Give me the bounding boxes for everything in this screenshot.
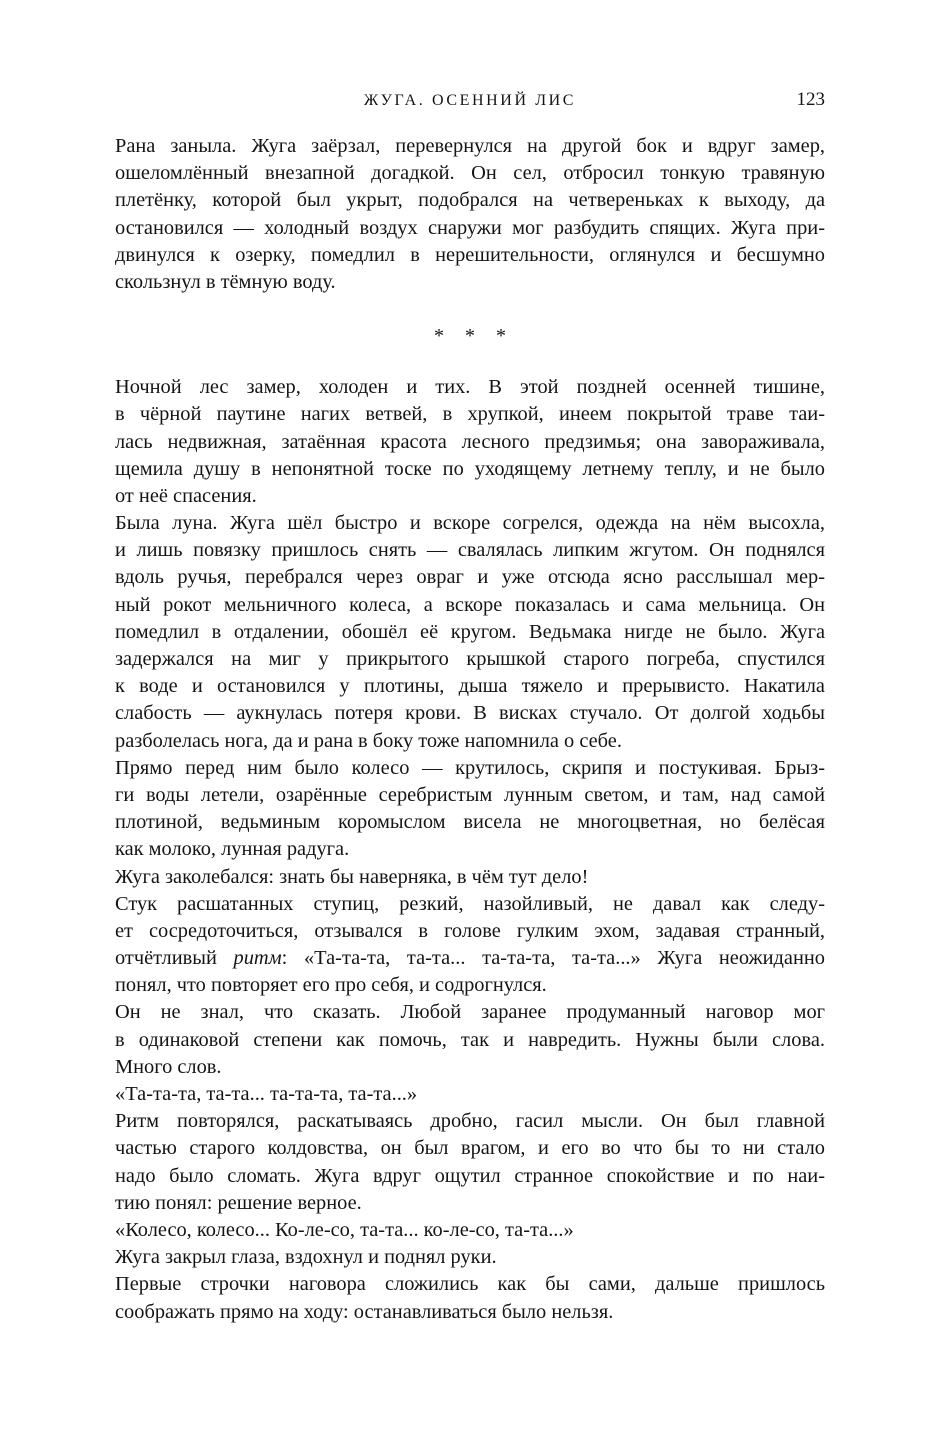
text-line: в чёрной паутине нагих ветвей, в хрупкой, инеем покрытой траве таи-	[115, 403, 825, 426]
text-line: Стук расшатанных ступиц, резкий, назойливый, не давал как следу-	[115, 892, 825, 915]
text-line: остановился — холодный воздух снаружи мог разбудить спящих. Жуга при-	[115, 216, 825, 239]
paragraph	[115, 374, 825, 510]
text-line: Ритм повторялся, раскатываясь дробно, гасил мысли. Он был главной	[115, 1110, 825, 1133]
text-line: тию понял: решение верное.	[115, 1191, 362, 1214]
text-line: плотиной, ведьминым коромыслом висела не многоцветная, но белёсая	[115, 811, 825, 834]
text-line: ет сосредоточиться, отзывался в голове гулким эхом, задавая странный,	[115, 919, 825, 942]
text-line: ги воды летели, озарённые серебристым лунным светом, и там, над самой	[115, 783, 825, 806]
text-line	[115, 945, 825, 972]
text-line: Первые строчки наговора сложились как бы сами, дальше пришлось	[115, 1273, 825, 1296]
text-line: и лишь повязку пришлось снять — свалялась липким жгутом. Он поднялся	[115, 539, 825, 562]
text-line: Прямо перед ним было колесо — крутилось, скрипя и постукивая. Брыз-	[115, 756, 825, 779]
running-title: ЖУГА. ОСЕННИЙ ЛИС	[363, 92, 577, 109]
paragraph	[115, 864, 825, 891]
text-line: Ночной лес замер, холоден и тих. В этой поздней осенней тишине,	[115, 376, 825, 399]
text-line: Он не знал, что сказать. Любой заранее продуманный наговор мог	[115, 1001, 825, 1024]
text-line: Была луна. Жуга шёл быстро и вскоре согрелся, одежда на нём высохла,	[115, 512, 825, 535]
text-line: Жуга закрыл глаза, вздохнул и поднял руки.	[115, 1246, 497, 1269]
body-text	[115, 133, 825, 1326]
paragraph	[115, 133, 825, 296]
text-line: вдоль ручья, перебрался через овраг и уже отсюда ясно расслышал мер-	[115, 566, 825, 589]
text-line: разболелась нога, да и рана в боку тоже напомнила о себе.	[115, 729, 622, 752]
text-line: помедлил в отдалении, обошёл её кругом. Ведьмака нигде не было. Жуга	[115, 620, 825, 643]
paragraph	[115, 510, 825, 755]
text-line: двинулся к озерку, помедлил в нерешительности, оглянулся и бесшумно	[115, 243, 825, 266]
text-line: ный рокот мельничного колеса, а вскоре показалась и сама мельница. Он	[115, 593, 825, 616]
text-line: в одинаковой степени как помочь, так и навредить. Нужны были слова.	[115, 1028, 825, 1051]
paragraph	[115, 755, 825, 864]
text-line: к воде и остановился у плотины, дыша тяжело и прерывисто. Накатила	[115, 675, 825, 698]
paragraph	[115, 1217, 825, 1244]
text-line: щемила душу в непонятной тоске по уходящему летнему теплу, и не было	[115, 457, 825, 480]
text-line: лась недвижная, затаённая красота лесного предзимья; она завораживала,	[115, 430, 825, 453]
paragraph	[115, 1081, 825, 1108]
text-line: Много слов.	[115, 1055, 222, 1078]
running-head	[115, 90, 825, 116]
paragraph	[115, 999, 825, 1081]
page-number: 123	[796, 89, 825, 110]
text-line: от неё спасения.	[115, 484, 257, 507]
paragraph	[115, 1244, 825, 1271]
book-page	[115, 0, 825, 1447]
text-line: Рана заныла. Жуга заёрзал, перевернулся на другой бок и вдруг замер,	[115, 135, 825, 157]
paragraph	[115, 1271, 825, 1325]
text-fragment: : «Та-та-та, та-та... та-та-та, та-та...» Жуга неожиданно	[281, 947, 825, 970]
text-line: слабость — аукнулась потеря крови. В висках стучало. От долгой ходьбы	[115, 702, 825, 725]
text-line: задержался на миг у прикрытого крышкой старого погреба, спустился	[115, 648, 825, 670]
text-line: частью старого колдовства, он был врагом, и его во что бы то ни стало	[115, 1137, 825, 1160]
text-line: понял, что повторяет его про себя, и содрогнулся.	[115, 974, 547, 997]
text-line: «Колесо, колесо... Ко-ле-со, та-та... ко-ле-со, та-та...»	[115, 1218, 574, 1241]
text-line: скользнул в тёмную воду.	[115, 270, 336, 293]
section-separator: * * *	[434, 325, 514, 348]
text-line: соображать прямо на ходу: останавливаться было нельзя.	[115, 1300, 614, 1323]
text-line: надо было сломать. Жуга вдруг ощутил странное спокойствие и по наи-	[115, 1164, 825, 1187]
text-line: плетёнку, которой был укрыт, подобрался на четвереньках к выходу, да	[115, 189, 825, 212]
text-line: ошеломлённый внезапной догадкой. Он сел, отбросил тонкую травяную	[115, 162, 825, 185]
text-line: Жуга заколебался: знать бы наверняка, в чём тут дело!	[115, 865, 589, 888]
text-line: «Та-та-та, та-та... та-та-та, та-та...»	[115, 1083, 418, 1105]
paragraph	[115, 891, 825, 1000]
emphasized-word: ритм	[233, 947, 282, 970]
paragraph	[115, 1108, 825, 1217]
text-line: как молоко, лунная радуга.	[115, 838, 350, 861]
text-fragment: отчётливый	[115, 947, 234, 970]
